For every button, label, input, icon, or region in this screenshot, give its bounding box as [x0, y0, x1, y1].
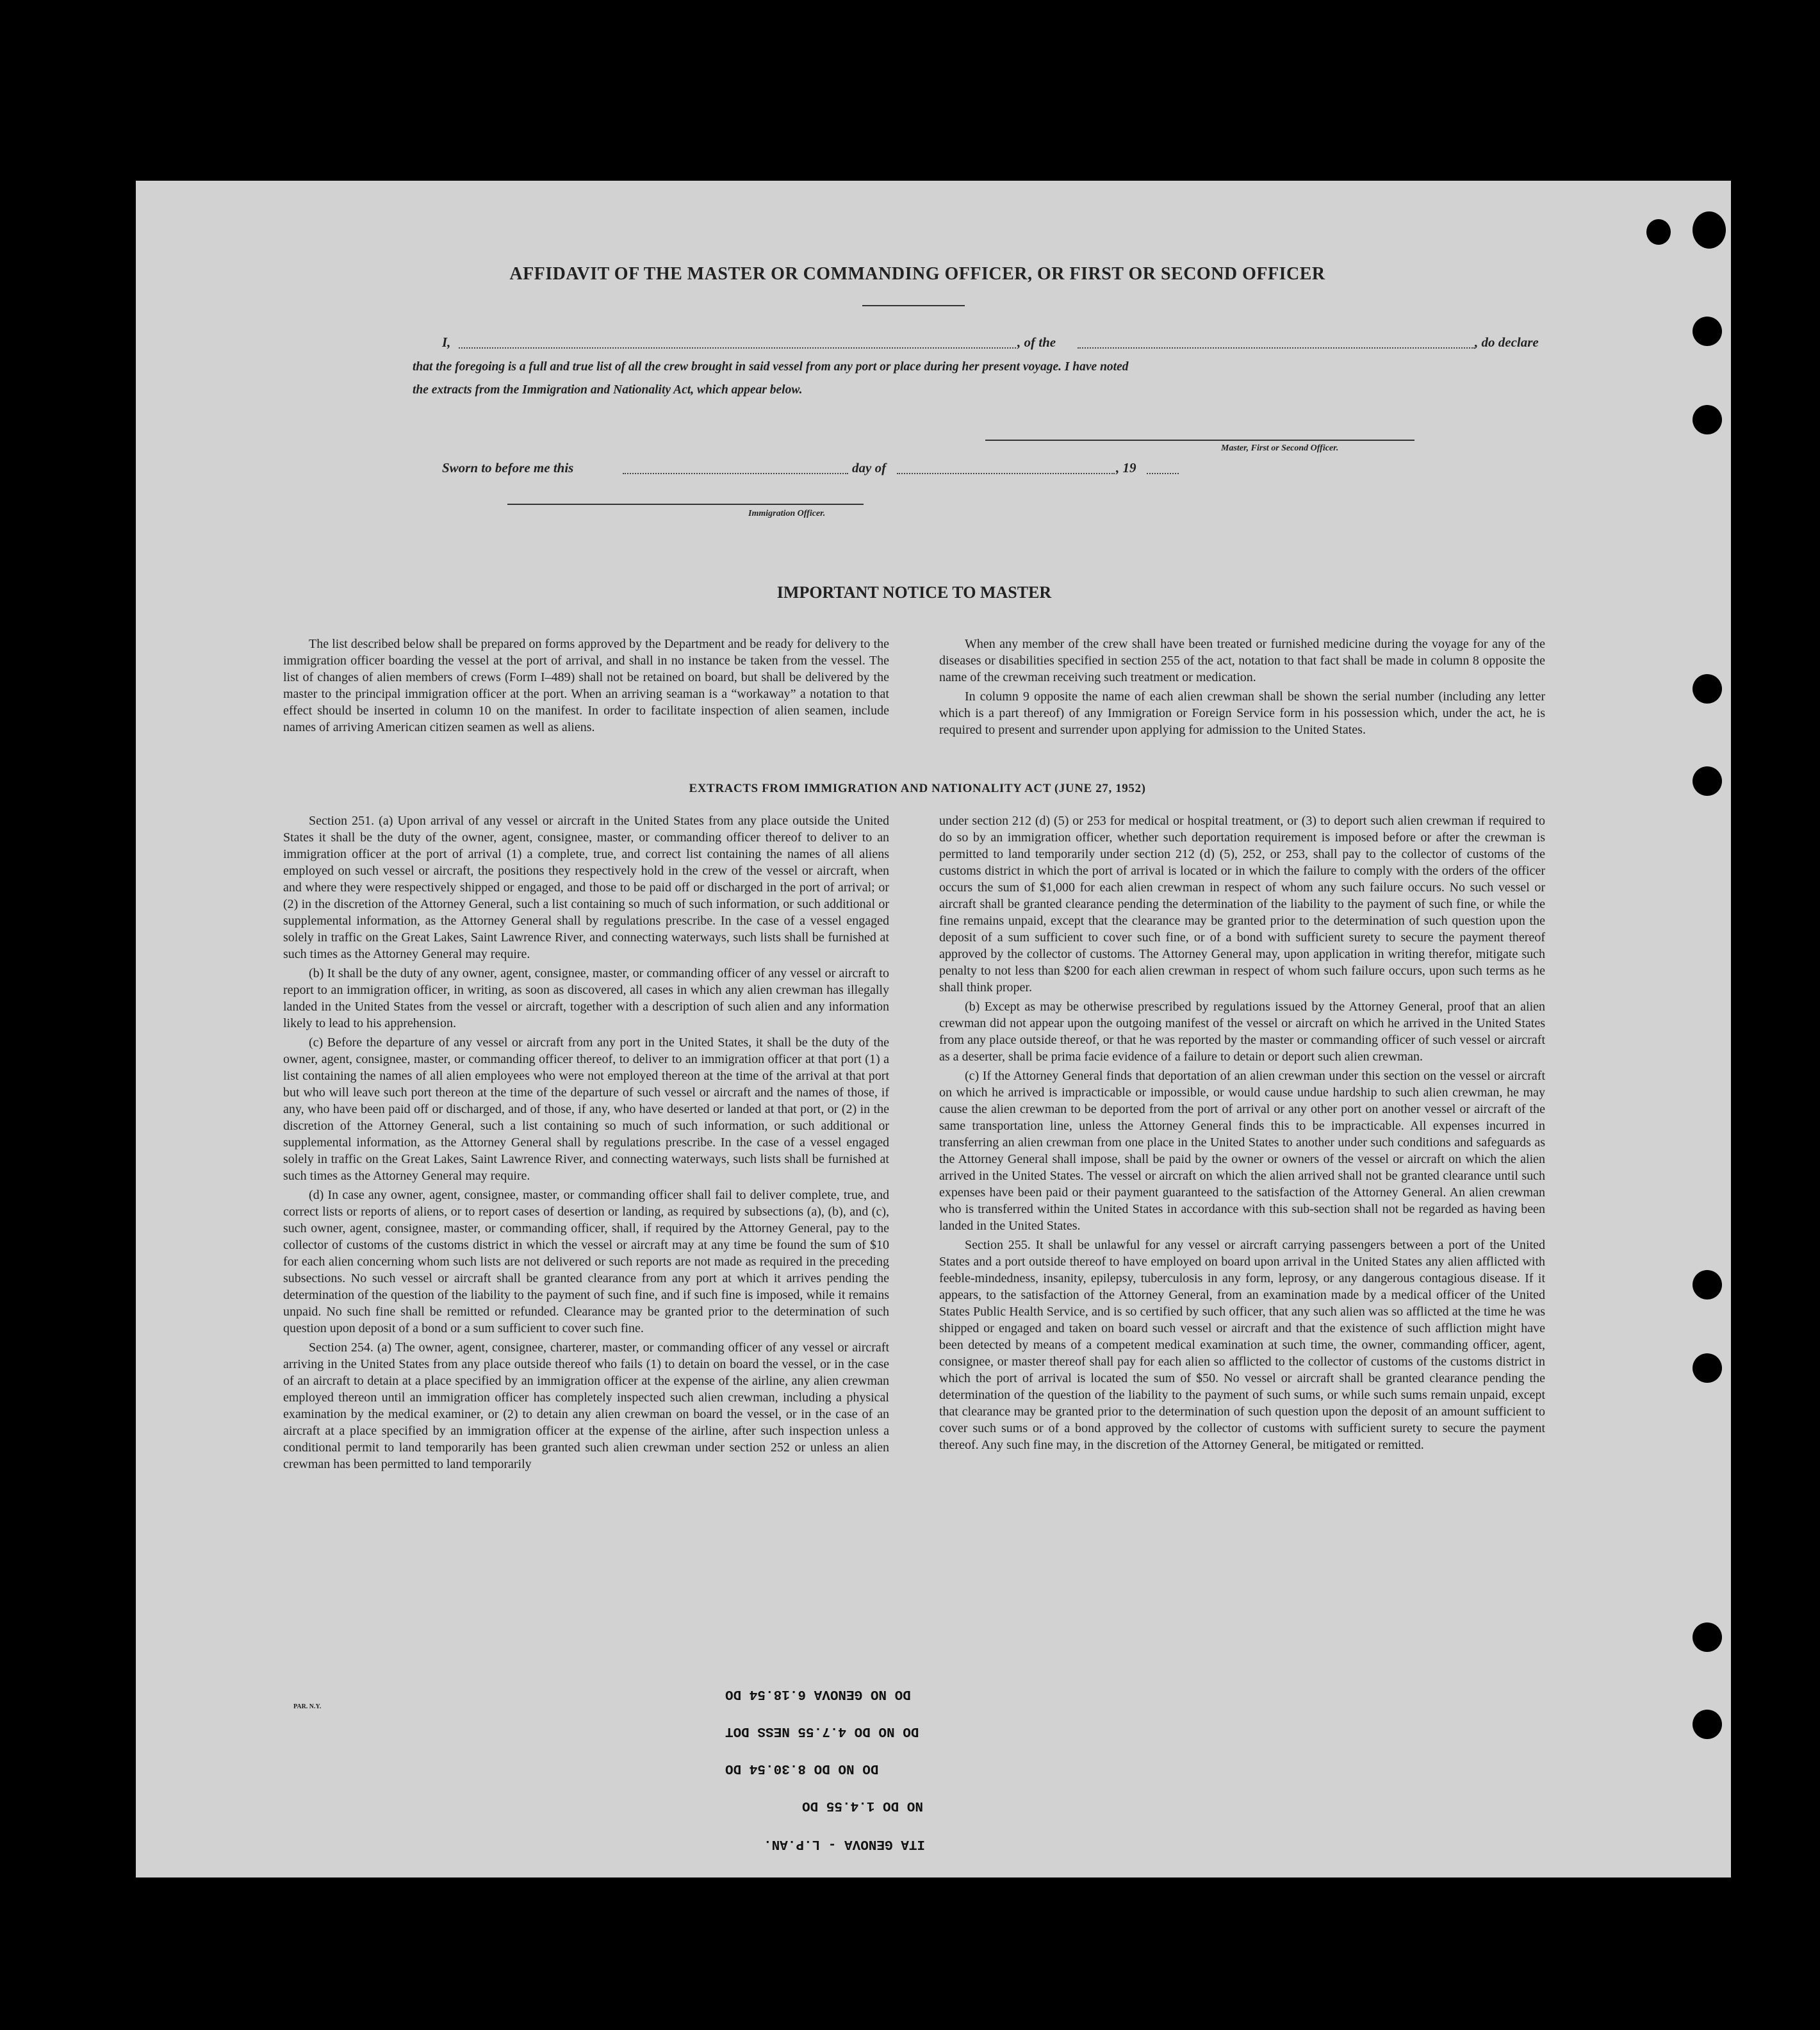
bleedthrough-line: DO NO DO 8.30.54 DO	[725, 1761, 879, 1776]
notice-right-text-1: When any member of the crew shall have been treated or furnished medicine during the voyage for any of the diseases or disabilities specified in section 255 of the act, notation to that fact shall be made in column 8 opposite the name of the crewman receiving such treatment or medication.	[939, 637, 1545, 684]
bleedthrough-line: NO DO 1.4.55 DO	[802, 1798, 924, 1813]
section-254-a-cont: under section 212 (d) (5) or 253 for medical or hospital treatment, or (3) to deport such alien crewman if required to do so by an immigration officer, whether such deportation requirement is imposed before or after the crewman is permitted to land temporarily under section 212 (d) (5), 252, or 253, shall pay to the collector of customs of the customs district in which the port of arrival is located or in which the failure to comply with the orders of the officer occurs the sum of $1,000 for each alien crewman in respect of whom any such failure occurs. No such vessel or aircraft shall be granted clearance pending the determination of the liability to the payment of such fine, or while the fine remains unpaid, except that the clearance may be granted prior to the determination of such question upon the deposit of a sum sufficient to cover such fine, or of a bond with sufficient surety to secure the payment thereof approved by the collector of customs. The Attorney General may, upon application in writing therefor, mitigate such penalty to not less than $200 for each alien crewman in respect of whom such failure occurs, upon such terms as he shall think proper.	[939, 814, 1545, 994]
officer-signature-line	[507, 504, 864, 505]
affidavit-line3: the extracts from the Immigration and Nationality Act, which appear below.	[413, 383, 803, 397]
officer-caption: Immigration Officer.	[748, 509, 826, 518]
section-251-a: Section 251. (a) Upon arrival of any vessel or aircraft in the United States from any place outside the United States it shall be the duty of the owner, agent, consignee, master, or commanding officer thereof to deliver to an immigration officer at the port of arrival (1) a complete, true, and correct list containing the names of all aliens employed on such vessel or aircraft, the positions they respectively hold in the crew of the vessel or aircraft, when and where they were respectively shipped or engaged, and those to be paid off or discharged in the port of arrival; or (2) in the discretion of the Attorney General, such a list containing so much of such information, or such additional or supplemental information, as the Attorney General shall by regulations prescribe. In the case of a vessel engaged solely in traffic on the Great Lakes, Saint Lawrence River, and connecting waterways, such lists shall be furnished at such times as the Attorney General may require.	[283, 814, 889, 961]
notice-left-column	[283, 636, 889, 738]
month-blank	[897, 473, 1115, 474]
affidavit-i: I,	[442, 334, 451, 350]
punch-hole	[1693, 317, 1722, 346]
name-blank	[459, 347, 1016, 349]
punch-hole	[1693, 674, 1722, 704]
affidavit-title: AFFIDAVIT OF THE MASTER OR COMMANDING OFFICER, OR FIRST OR SECOND OFFICER	[509, 264, 1325, 284]
punch-hole	[1693, 211, 1726, 249]
form-code: PAR. N.Y.	[293, 1703, 322, 1710]
section-254-b: (b) Except as may be otherwise prescribed by regulations issued by the Attorney General, proof that an alien crewman did not appear upon the outgoing manifest of the vessel or aircraft on which he arrived in the United States from any place outside thereof, or that he was reported by the master or commanding officer of such vessel or aircraft as a deserter, shall be prima facie evidence of a failure to detain or deport such alien crewman.	[939, 1000, 1545, 1064]
notice-right-column	[939, 636, 1545, 741]
sworn-label: Sworn to before me this	[442, 460, 574, 475]
affidavit-of-the: , of the	[1017, 334, 1056, 350]
bleedthrough-line: DO NO GENOVA 6.18.54 DO	[725, 1687, 911, 1701]
punch-hole	[1693, 766, 1722, 796]
section-251-b: (b) It shall be the duty of any owner, agent, consignee, master, or commanding officer of any vessel or aircraft to report to an immigration officer, in writing, as soon as discovered, all cases in which any alien crewman has illegally landed in the United States from the vessel or aircraft, together with a description of such alien and any information likely to lead to his apprehension.	[283, 966, 889, 1030]
year-label: , 19	[1116, 460, 1136, 475]
affidavit-line2: that the foregoing is a full and true list of all the crew brought in said vessel from any port or place during her present voyage. I have noted	[413, 360, 1129, 374]
bleedthrough-line: ITA GENOVA - L.P.AN.	[764, 1836, 926, 1851]
notice-heading: IMPORTANT NOTICE TO MASTER	[776, 583, 1052, 602]
sworn-blank	[623, 473, 848, 474]
master-signature-line	[985, 440, 1414, 441]
document-page	[136, 181, 1731, 1877]
punch-hole	[1693, 1353, 1722, 1383]
punch-hole	[1693, 1270, 1722, 1300]
punch-hole	[1693, 405, 1722, 434]
year-blank	[1147, 473, 1179, 474]
section-251-c: (c) Before the departure of any vessel or aircraft from any port in the United States, it shall be the duty of the owner, agent, consignee, master, or commanding officer thereof, to deliver to an immigration officer at that port (1) a list containing the names of all alien employees who were not employed thereon at the time of the arrival at that port but who will leave such port thereon at the time of the departure of such vessel or aircraft and the names of those, if any, who have been paid off or discharged, and of those, if any, who have deserted or landed at that port, or (2) in the discretion of the Attorney General, such a list containing so much of such information, or such additional or supplemental information, as the Attorney General shall by regulations prescribe. In the case of a vessel engaged solely in traffic on the Great Lakes, Saint Lawrence River, and connecting waterways, such lists shall be furnished at such times as the Attorney General may require.	[283, 1036, 889, 1183]
extracts-heading: EXTRACTS FROM IMMIGRATION AND NATIONALITY ACT (JUNE 27, 1952)	[689, 782, 1146, 795]
day-of-label: day of	[852, 460, 887, 475]
section-251-d: (d) In case any owner, agent, consignee, master, or commanding officer shall fail to deliver complete, true, and correct lists or reports of aliens, or to report cases of desertion or landing, as required by subsections (a), (b), and (c), such owner, agent, consignee, master, or commanding officer, shall, if required by the Attorney General, pay to the collector of customs of the customs district in which the vessel or aircraft may at any time be found the sum of $10 for each alien concerning whom such lists are not delivered or such reports are not made as required in the preceding subsections. No such vessel or aircraft shall be granted clearance from any port at which it arrives pending the determination of the question of the liability to the payment of such fine, and if such fine is imposed, while it remains unpaid. No such fine shall be remitted or refunded. Clearance may be granted prior to the determination of such question upon deposit of a bond or a sum sufficient to cover such fine.	[283, 1188, 889, 1335]
punch-hole	[1693, 1622, 1722, 1652]
notice-left-text: The list described below shall be prepared on forms approved by the Department and be ready for delivery to the immigration officer boarding the vessel at the port of arrival, and shall in no instance be taken from the vessel. The list of changes of alien members of crews (Form I–489) shall not be retained on board, but shall be delivered by the master to the principal immigration officer at the port. When an arriving seaman is a “workaway” a notation to that effect should be inserted in column 10 on the manifest. In order to facilitate inspection of alien seamen, include names of arriving American citizen seamen as well as aliens.	[283, 637, 889, 734]
title-rule	[862, 305, 965, 306]
extracts-right-column	[939, 813, 1545, 1456]
punch-hole	[1646, 219, 1671, 245]
notice-right-text-2: In column 9 opposite the name of each alien crewman shall be shown the serial number (including any letter which is a part thereof) of any Immigration or Foreign Service form in his possession which, under the act, he is required to present and surrender upon applying for admission to the United States.	[939, 689, 1545, 737]
section-254-a: Section 254. (a) The owner, agent, consignee, charterer, master, or commanding officer of any vessel or aircraft arriving in the United States from any place outside thereof who fails (1) to detain on board the vessel, or in the case of an aircraft to detain at a place specified by an immigration officer at the expense of the airline, any alien crewman employed thereon until an immigration officer has completely inspected such alien crewman, including a physical examination by the medical examiner, or (2) to detain any alien crewman on board the vessel, or in the case of an aircraft at a place specified by an immigration officer at the expense of the airline, after such inspection unless a conditional permit to land temporarily has been granted such alien crewman under section 252 or unless an alien crewman has been permitted to land temporarily	[283, 1341, 889, 1471]
affidavit-declare: , do declare	[1475, 334, 1539, 350]
bleedthrough-line: DO NO DO 4.7.55 NESS DOT	[725, 1724, 919, 1738]
punch-hole	[1693, 1710, 1722, 1739]
extracts-left-column	[283, 813, 889, 1475]
section-255: Section 255. It shall be unlawful for any vessel or aircraft carrying passengers between a port of the United States and a port outside thereof to have employed on board upon arrival in the United States any alien afflicted with feeble-mindedness, insanity, epilepsy, tuberculosis in any form, leprosy, or any dangerous contagious disease. If it appears, to the satisfaction of the Attorney General, from an examination made by a medical officer of the United States Public Health Service, and is so certified by such officer, that any such alien was so afflicted at the time he was shipped or engaged and taken on board such vessel or aircraft and that the existence of such affliction might have been detected by means of a competent medical examination at such time, the owner, commanding officer, agent, consignee, or master thereof shall pay for each alien so afflicted to the collector of customs of the customs district in which the port of arrival is located the sum of $50. No vessel or aircraft shall be granted clearance pending the determination of the question of the liability to the payment of such sums, or while such sums remain unpaid, except that clearance may be granted prior to the determination of such question upon the deposit of an amount sufficient to cover such sums or of a bond approved by the collector of customs with sufficient surety to secure the payment thereof. Any such fine may, in the discretion of the Attorney General, be mitigated or remitted.	[939, 1238, 1545, 1452]
vessel-blank	[1078, 347, 1475, 349]
section-254-c: (c) If the Attorney General finds that deportation of an alien crewman under this section on the vessel or aircraft on which he arrived is impracticable or impossible, or would cause undue hardship to such alien crewman, he may cause the alien crewman to be deported from the port of arrival or any other port on another vessel or aircraft of the same transportation line, unless the Attorney General finds this to be impracticable. All expenses incurred in transferring an alien crewman from one place in the United States to another under such conditions and safeguards as the Attorney General shall impose, shall be paid by the owner or owners of the vessel or aircraft on which the alien arrived in the United States. The vessel or aircraft on which the alien arrived shall not be granted clearance until such expenses have been paid or their payment guaranteed to the satisfaction of the Attorney General. An alien crewman who is transferred within the United States in accordance with this sub-section shall not be regarded as having been landed in the United States.	[939, 1069, 1545, 1233]
master-caption: Master, First or Second Officer.	[1221, 443, 1339, 453]
